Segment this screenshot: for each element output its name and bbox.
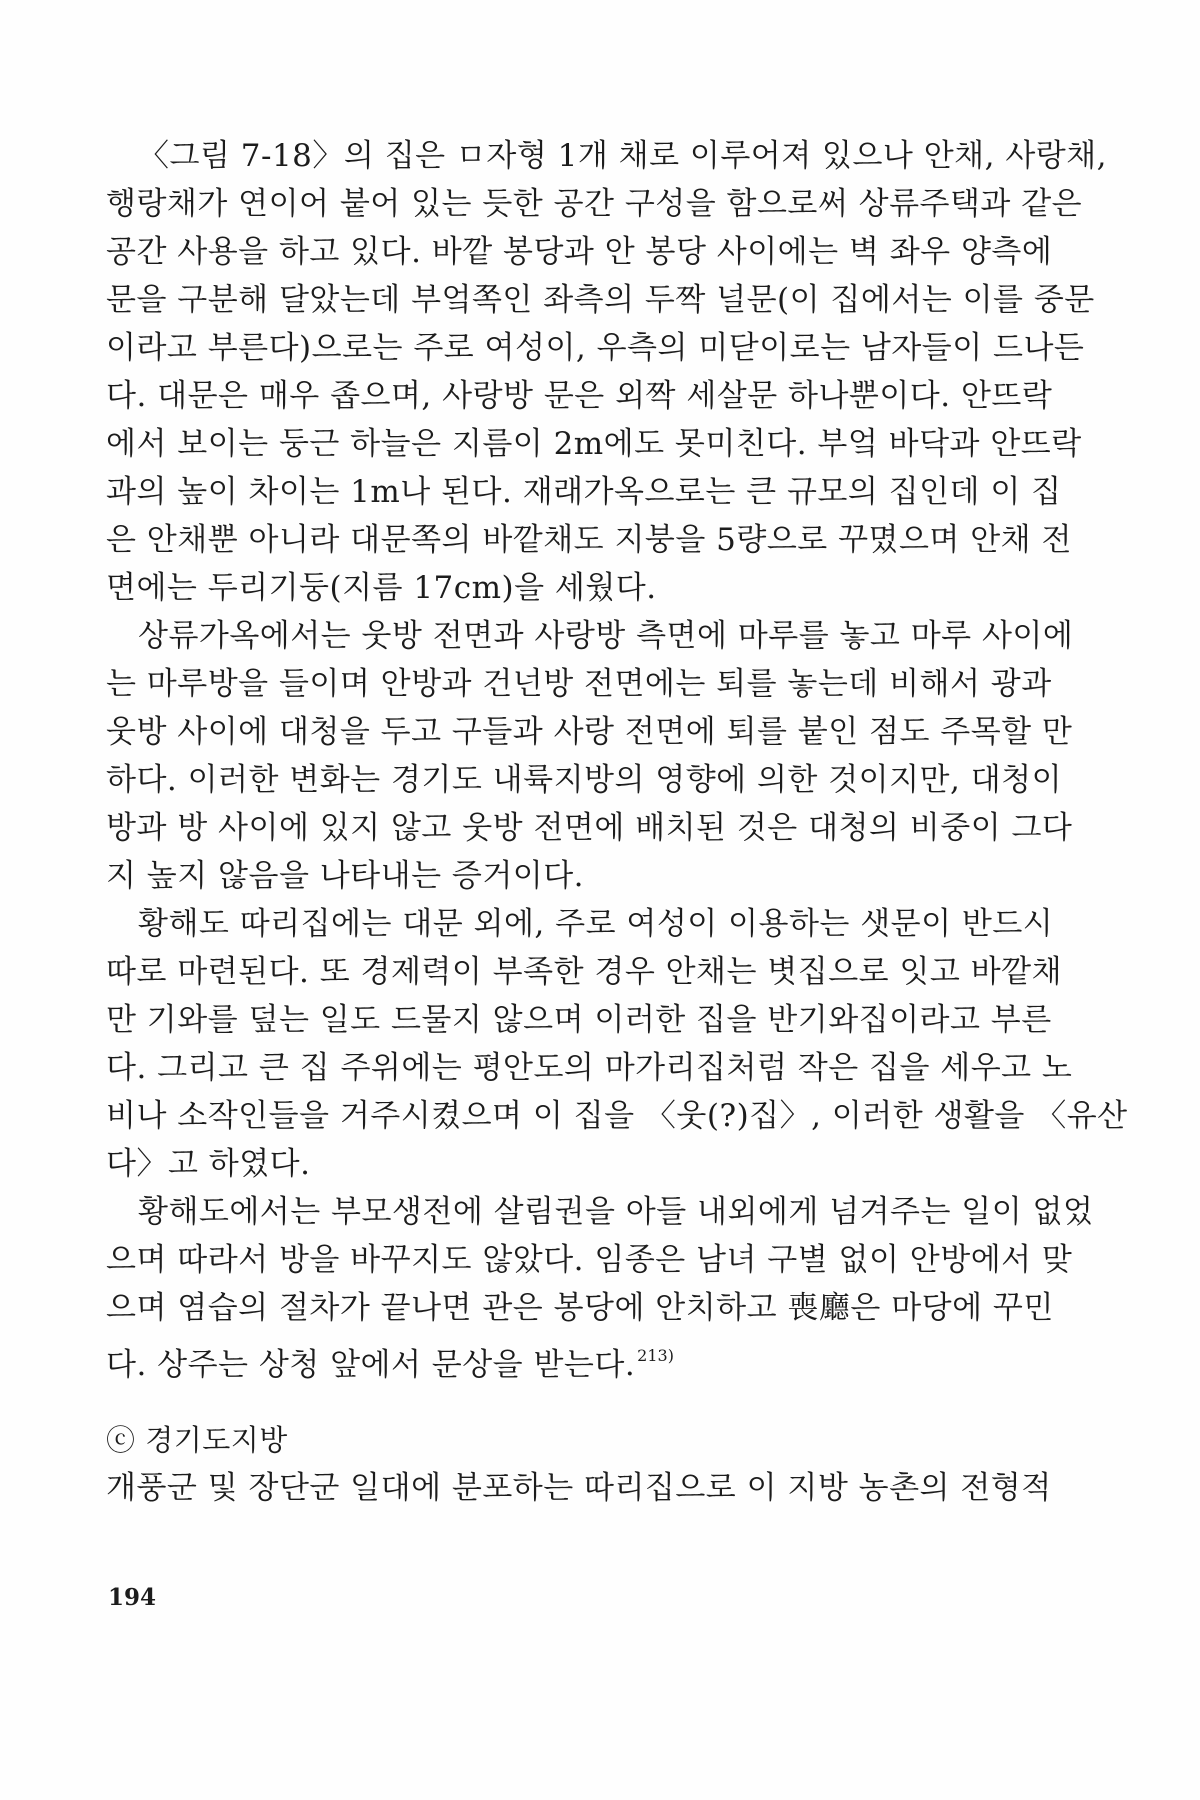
- text-line: 지 높지 않음을 나타내는 증거이다.: [106, 858, 585, 894]
- text-line: 에서 보이는 둥근 하늘은 지름이 2m에도 못미친다. 부엌 바닥과 안뜨락: [106, 426, 1082, 462]
- text-line: 과의 높이 차이는 1m나 된다. 재래가옥으로는 큰 규모의 집인데 이 집: [106, 474, 1062, 510]
- text-line: 따로 마련된다. 또 경제력이 부족한 경우 안채는 볏집으로 잇고 바깥채: [106, 954, 1063, 990]
- text-line: 이라고 부른다)으로는 주로 여성이, 우측의 미닫이로는 남자들이 드나든: [106, 330, 1085, 366]
- text-line: [106, 1332, 1018, 1383]
- text-line: 웃방 사이에 대청을 두고 구들과 사랑 전면에 퇴를 붙인 점도 주목할 만: [106, 714, 1073, 750]
- paragraph: [106, 900, 1128, 1188]
- text-line: 공간 사용을 하고 있다. 바깥 봉당과 안 봉당 사이에는 벽 좌우 양측에: [106, 234, 1053, 270]
- section: [106, 1416, 1052, 1512]
- paragraph: [106, 132, 1108, 612]
- text-line: 개풍군 및 장단군 일대에 분포하는 따리집으로 이 지방 농촌의 전형적: [106, 1470, 1052, 1506]
- text-line-content: 다. 상주는 상청 앞에서 문상을 받는다.: [106, 1347, 636, 1383]
- section-heading: ⓒ 경기도지방: [106, 1423, 288, 1457]
- text-line: 는 마루방을 들이며 안방과 건넌방 전면에는 퇴를 놓는데 비해서 광과: [106, 666, 1052, 702]
- text-line: 만 기와를 덮는 일도 드물지 않으며 이러한 집을 반기와집이라고 부른: [106, 1002, 1052, 1038]
- text-line: 은 안채뿐 아니라 대문쪽의 바깥채도 지붕을 5량으로 꾸몄으며 안채 전: [106, 522, 1072, 558]
- text-line: 으며 염습의 절차가 끝나면 관은 봉당에 안치하고 喪廳은 마당에 꾸민: [106, 1290, 1054, 1326]
- text-line: 문을 구분해 달았는데 부엌쪽인 좌측의 두짝 널문(이 집에서는 이를 중문: [106, 282, 1095, 318]
- text-line: 방과 방 사이에 있지 않고 웃방 전면에 배치된 것은 대청의 비중이 그다: [106, 810, 1073, 846]
- text-line: 〈그림 7-18〉의 집은 ㅁ자형 1개 채로 이루어져 있으나 안채, 사랑채,: [138, 138, 1108, 174]
- section-spacer: [106, 1380, 1018, 1416]
- body-text: [106, 132, 1128, 1512]
- paragraph: [106, 1188, 1094, 1383]
- text-line: 다〉고 하였다.: [106, 1146, 311, 1182]
- text-line: 비나 소작인들을 거주시켰으며 이 집을 〈웃(?)집〉, 이러한 생활을 〈유산: [106, 1098, 1128, 1134]
- text-line: 다. 그리고 큰 집 주위에는 평안도의 마가리집처럼 작은 집을 세우고 노: [106, 1050, 1073, 1086]
- text-line: 다. 대문은 매우 좁으며, 사랑방 문은 외짝 세살문 하나뿐이다. 안뜨락: [106, 378, 1053, 414]
- text-line: 상류가옥에서는 웃방 전면과 사랑방 측면에 마루를 놓고 마루 사이에: [138, 618, 1074, 654]
- text-line: 하다. 이러한 변화는 경기도 내륙지방의 영향에 의한 것이지만, 대청이: [106, 762, 1063, 798]
- text-line: 면에는 두리기둥(지름 17cm)을 세웠다.: [106, 570, 657, 606]
- text-line: 행랑채가 연이어 붙어 있는 듯한 공간 구성을 함으로써 상류주택과 같은: [106, 186, 1083, 222]
- text-line: 으며 따라서 방을 바꾸지도 않았다. 임종은 남녀 구별 없이 안방에서 맞: [106, 1242, 1073, 1278]
- page-number: 194: [108, 1584, 157, 1611]
- text-line: 황해도에서는 부모생전에 살림권을 아들 내외에게 넘겨주는 일이 없었: [138, 1194, 1094, 1230]
- text-line: 황해도 따리집에는 대문 외에, 주로 여성이 이용하는 샛문이 반드시: [138, 906, 1054, 942]
- footnote-marker: 213): [637, 1346, 674, 1365]
- paragraph: [106, 612, 1074, 900]
